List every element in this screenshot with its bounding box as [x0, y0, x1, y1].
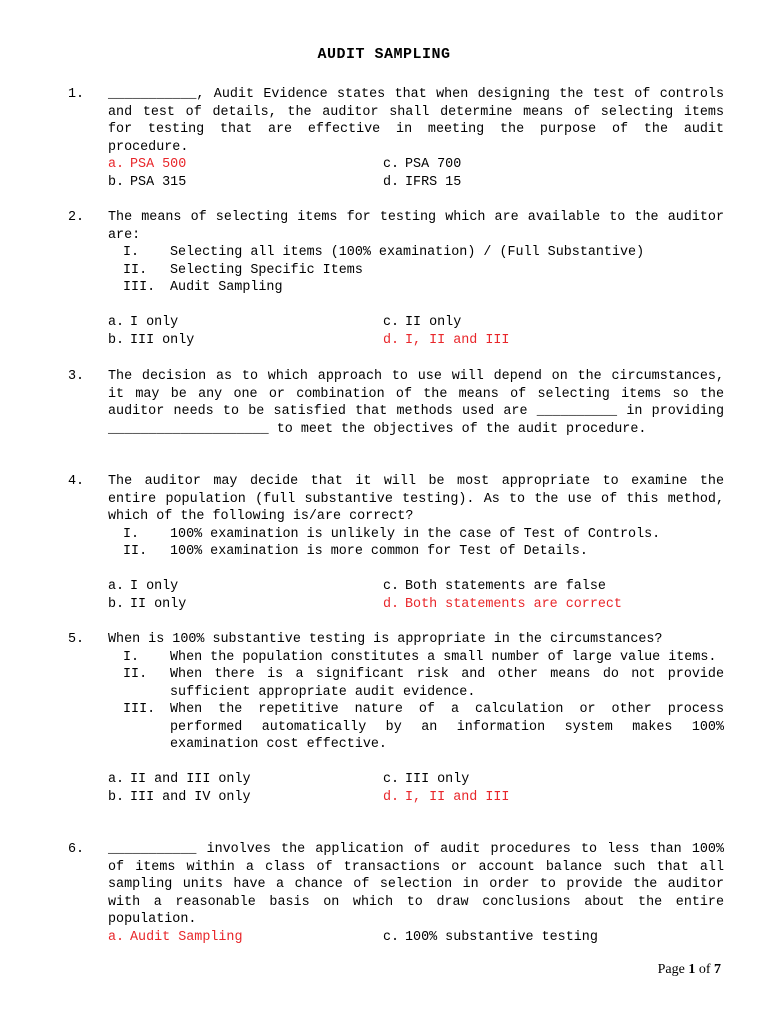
- question-text: When is 100% substantive testing is appropriate in the circumstances?: [108, 632, 663, 647]
- current-page-number: 1: [688, 962, 696, 977]
- answer-blank: ___________: [108, 87, 197, 102]
- choice-c: c. 100% substantive testing: [383, 929, 598, 945]
- choice-a: a. I only: [108, 315, 179, 330]
- page-title: AUDIT SAMPLING: [317, 46, 451, 63]
- question-5: [68, 631, 724, 806]
- choice-b: b. II only: [108, 596, 187, 612]
- choice-d: d. I, II and III: [383, 332, 510, 348]
- answer-choices: [108, 771, 724, 806]
- total-pages-number: 7: [714, 962, 721, 977]
- question-number: 4.: [68, 474, 85, 489]
- answer-blank: ___________: [108, 842, 197, 857]
- question-6: [68, 841, 724, 946]
- roman-item-list: [123, 526, 724, 561]
- choice-b: b. III only: [108, 332, 195, 348]
- answer-blank: ____________________: [108, 421, 269, 437]
- question-number: 3.: [68, 369, 85, 384]
- roman-item-list: [123, 649, 724, 754]
- choice-c: c. Both statements are false: [383, 579, 606, 594]
- question-3: [68, 368, 724, 438]
- choice-a: a. PSA 500: [108, 157, 187, 172]
- list-item: II. When there is a significant risk and other means do not provide sufficient appropriate audit evidence.: [123, 667, 724, 700]
- question-text: The auditor may decide that it will be most appropriate to examine the entire population (full substantive testing). As to the use of this method, which of the following is/are correct?: [108, 474, 724, 524]
- question-number: 1.: [68, 87, 85, 102]
- choice-a: a. II and III only: [108, 772, 251, 787]
- question-text: ___________ involves the application of audit procedures to less than 100% of items within a class of transactions or account balance such that all sampling units have a chance of selection in order to provide the auditor with a reasonable basis on which to draw conclusions about the entire population.: [108, 842, 724, 927]
- question-text: The decision as to which approach to use will depend on the circumstances, it may be any one or combination of the means of selecting items so the auditor needs to be satisfied that methods used are __________ in providing ____________________ to meet the objectives of the audit procedure.: [108, 369, 724, 437]
- page-label: Page: [657, 962, 685, 977]
- page-footer: [658, 961, 721, 979]
- question-text: ___________, Audit Evidence states that when designing the test of controls and test of details, the auditor shall determine means of selecting items for testing that are effective in meeting the purpose of the audit procedure.: [108, 87, 724, 155]
- choice-c: c. II only: [383, 315, 462, 330]
- question-number: 2.: [68, 210, 85, 225]
- choice-b: b. PSA 315: [108, 174, 187, 190]
- roman-item-list: [123, 244, 724, 297]
- question-1: [68, 86, 724, 191]
- answer-choices: [108, 156, 724, 191]
- choice-a: a. I only: [108, 579, 179, 594]
- question-2: [68, 209, 724, 349]
- choice-c: c. III only: [383, 772, 470, 787]
- choice-b: b. III and IV only: [108, 789, 251, 805]
- list-item: III. Audit Sampling: [123, 280, 283, 295]
- list-item: I. Selecting all items (100% examination) / (Full Substantive): [123, 245, 645, 260]
- page-of-label: of: [698, 962, 711, 977]
- answer-choices: [108, 578, 724, 613]
- answer-choices: [108, 314, 724, 349]
- choice-d: d. IFRS 15: [383, 174, 462, 190]
- choice-a: a. Audit Sampling: [108, 929, 243, 945]
- choice-d: d. Both statements are correct: [383, 596, 622, 612]
- answer-choices: [108, 929, 724, 947]
- question-text: The means of selecting items for testing which are available to the auditor are:: [108, 210, 724, 243]
- question-4: [68, 473, 724, 613]
- list-item: I. 100% examination is unlikely in the case of Test of Controls.: [123, 526, 661, 542]
- question-number: 5.: [68, 632, 85, 647]
- question-number: 6.: [68, 842, 85, 857]
- list-item: II. 100% examination is more common for Test of Details.: [123, 544, 588, 559]
- answer-blank: __________: [536, 404, 618, 419]
- choice-d: d. I, II and III: [383, 789, 510, 805]
- list-item: II. Selecting Specific Items: [123, 262, 363, 278]
- choice-c: c. PSA 700: [383, 157, 462, 172]
- list-item: I. When the population constitutes a small number of large value items.: [123, 649, 717, 665]
- list-item: III. When the repetitive nature of a calculation or other process performed automatically by an information system makes 100% examination cost effective.: [123, 702, 724, 752]
